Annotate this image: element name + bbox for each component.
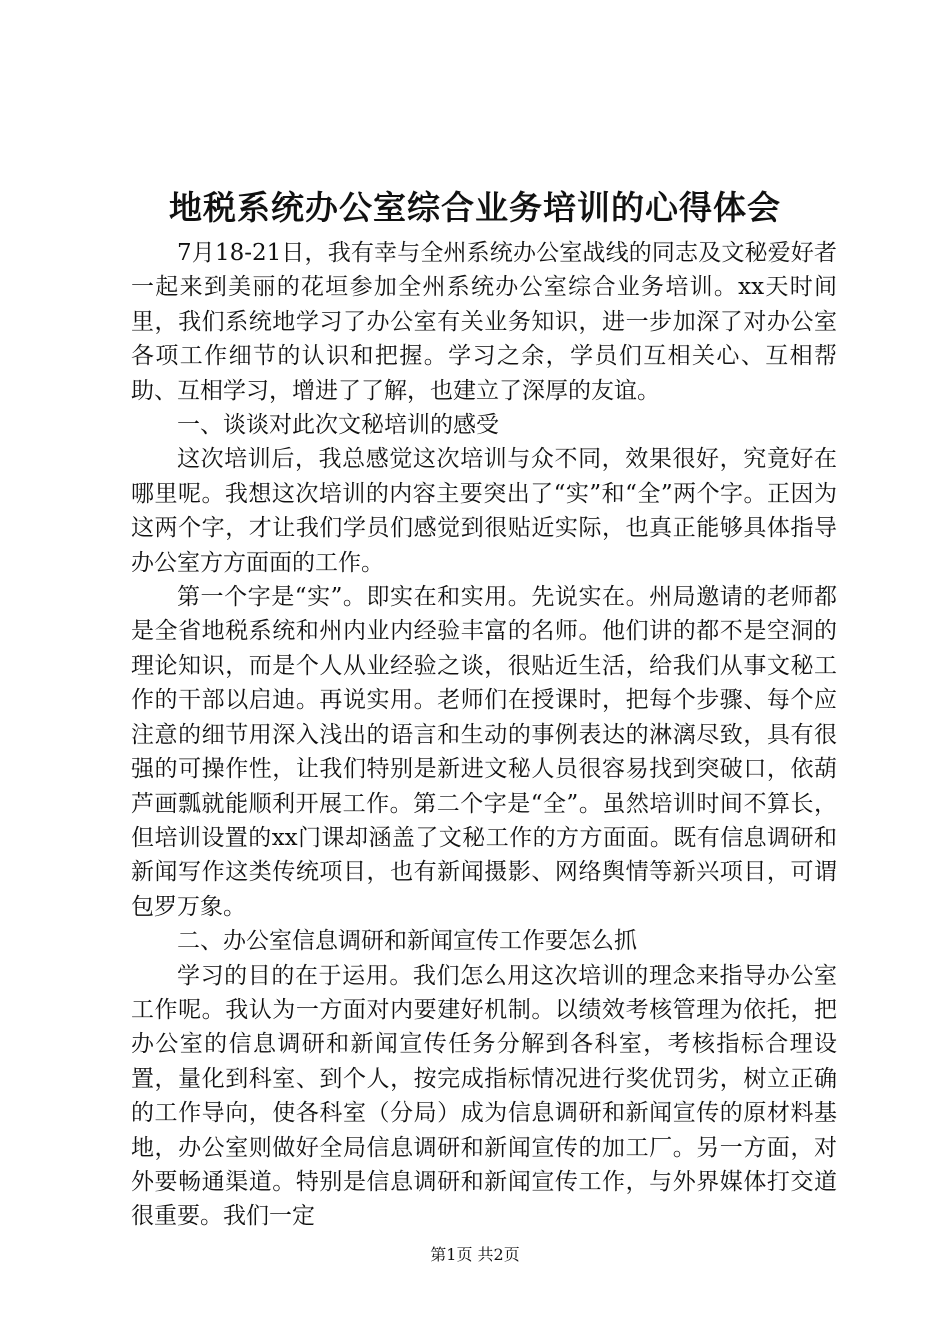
paragraph-application: 学习的目的在于运用。我们怎么用这次培训的理念来指导办公室工作呢。我认为一方面对内要建好机制。以绩效考核管理为依托，把办公室的信息调研和新闻宣传任务分解到各科室，考核指标合理设置，量化到科室、到个人，按完成指标情况进行奖优罚劣，树立正确的工作导向，使各科室（分局）成为信息调研和新闻宣传的原材料基地，办公室则做好全局信息调研和新闻宣传的加工厂。另一方面，对外要畅通渠道。特别是信息调研和新闻宣传工作，与外界媒体打交道很重要。我们一定 [131, 962, 837, 1230]
paragraph-intro: 7月18-21日，我有幸与全州系统办公室战线的同志及文秘爱好者一起来到美丽的花垣参加全州系统办公室综合业务培训。xx天时间里，我们系统地学习了办公室有关业务知识，进一步加深了对办公室各项工作细节的认识和把握。学习之余，学员们互相关心、互相帮助、互相学习，增进了了解，也建立了深厚的友谊。 [131, 240, 837, 404]
paragraph-shi-quan: 第一个字是“实”。即实在和实用。先说实在。州局邀请的老师都是全省地税系统和州内业内经验丰富的名师。他们讲的都不是空洞的理论知识，而是个人从业经验之谈，很贴近生活，给我们从事文秘工作的干部以启迪。再说实用。老师们在授课时，把每个步骤、每个应注意的细节用深入浅出的语言和生动的事例表达的淋漓尽致，具有很强的可操作性，让我们特别是新进文秘人员很容易找到突破口，依葫芦画瓢就能顺利开展工作。第二个字是“全”。虽然培训时间不算长，但培训设置的xx门课却涵盖了文秘工作的方方面面。既有信息调研和新闻写作这类传统项目，也有新闻摄影、网络舆情等新兴项目，可谓包罗万象。 [131, 584, 837, 920]
document-body [131, 236, 837, 1234]
document-title: 地税系统办公室综合业务培训的心得体会 [169, 188, 781, 227]
paragraph-feelings: 这次培训后，我总感觉这次培训与众不同，效果很好，究竟好在哪里呢。我想这次培训的内容主要突出了“实”和“全”两个字。正因为这两个字，才让我们学员们感觉到很贴近实际，也真正能够具体指导办公室方方面面的工作。 [131, 446, 837, 576]
page-footer: 第1页 共2页 [430, 1245, 520, 1264]
section-heading-1: 一、谈谈对此次文秘培训的感受 [177, 412, 499, 439]
section-heading-2: 二、办公室信息调研和新闻宣传工作要怎么抓 [177, 928, 637, 955]
